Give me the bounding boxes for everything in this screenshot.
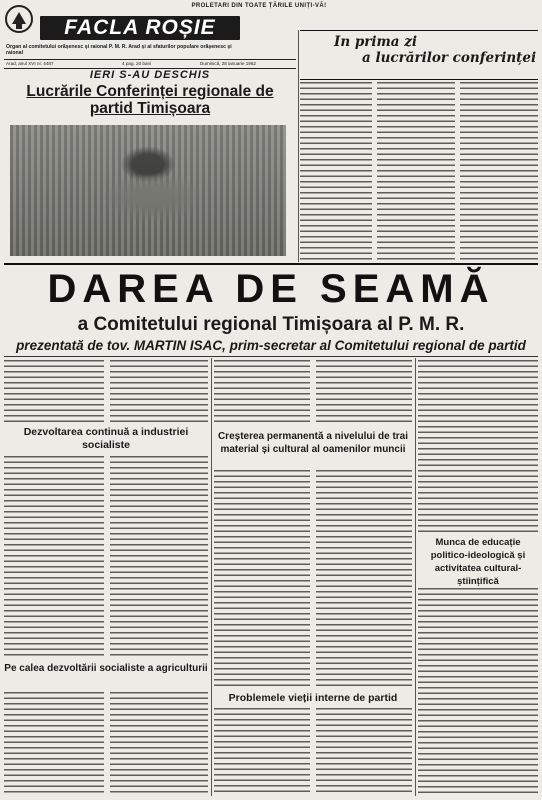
lead-headline: Lucrările Conferinței regionale de partid Timișoara (26, 83, 274, 117)
text-column (4, 360, 104, 426)
lead-article (4, 69, 296, 261)
text-column (316, 360, 412, 426)
banner-bottom-rule (4, 356, 538, 357)
column-rule (415, 358, 416, 796)
org-line: Organ al comitetului orășenesc și raional P. M. R. Arad și al sfaturilor populare orășenesc și raional (6, 44, 232, 57)
text-column (214, 470, 310, 688)
right-headline-1: In prima zi (334, 34, 418, 50)
motto: PROLETARI DIN TOATE ȚĂRILE UNIȚI-VĂ! (191, 3, 327, 9)
column-rule (298, 30, 299, 262)
banner-subtitle: a Comitetului regional Timișoara al P. M. R. (77, 314, 465, 335)
newspaper-title: FACLA ROȘIE (64, 16, 216, 39)
text-column (316, 470, 412, 688)
emblem-icon (3, 4, 35, 34)
text-column (316, 708, 412, 796)
text-column (110, 360, 208, 426)
text-column (300, 82, 372, 260)
text-column (460, 82, 538, 260)
section-heading: Dezvoltarea continuă a industriei socialiste (23, 426, 189, 451)
right-headline-box (300, 30, 538, 80)
lead-kicker: IERI S-AU DESCHIS (89, 69, 211, 81)
section-heading: Problemele vieții interne de partid (228, 692, 398, 704)
text-column (110, 456, 208, 658)
lead-photo (10, 125, 286, 256)
text-column (4, 692, 104, 796)
section-heading: Munca de educație politico-ideologică și activitatea cultural-științifică (430, 537, 526, 587)
text-column (110, 692, 208, 796)
banner-presenter: prezentată de tov. MARTIN ISAC, prim-secretar al Comitetului regional de partid (16, 338, 526, 353)
banner-title: DAREA DE SEAMĂ (47, 267, 495, 311)
text-column (214, 708, 310, 796)
right-headline-2: a lucrărilor conferinței (362, 50, 537, 66)
text-column (418, 360, 538, 532)
text-column (214, 360, 310, 426)
section-heading: Creșterea permanentă a nivelului de trai material și cultural al oamenilor muncii (217, 431, 409, 455)
issue-price: 4 pag. 20 bani (122, 61, 152, 66)
issue-date: Duminică, 28 ianuarie 1962 (200, 61, 256, 66)
issue-line (4, 59, 296, 69)
issue-number: Arad, anul XVI nr. 4487 (6, 61, 54, 66)
section-heading: Pe calea dezvoltării socialiste a agriculturii (4, 663, 208, 674)
title-bar (40, 16, 240, 40)
text-column (4, 456, 104, 658)
text-column (418, 588, 538, 796)
text-column (377, 82, 455, 260)
column-rule (211, 358, 212, 796)
banner-rule (4, 263, 538, 265)
